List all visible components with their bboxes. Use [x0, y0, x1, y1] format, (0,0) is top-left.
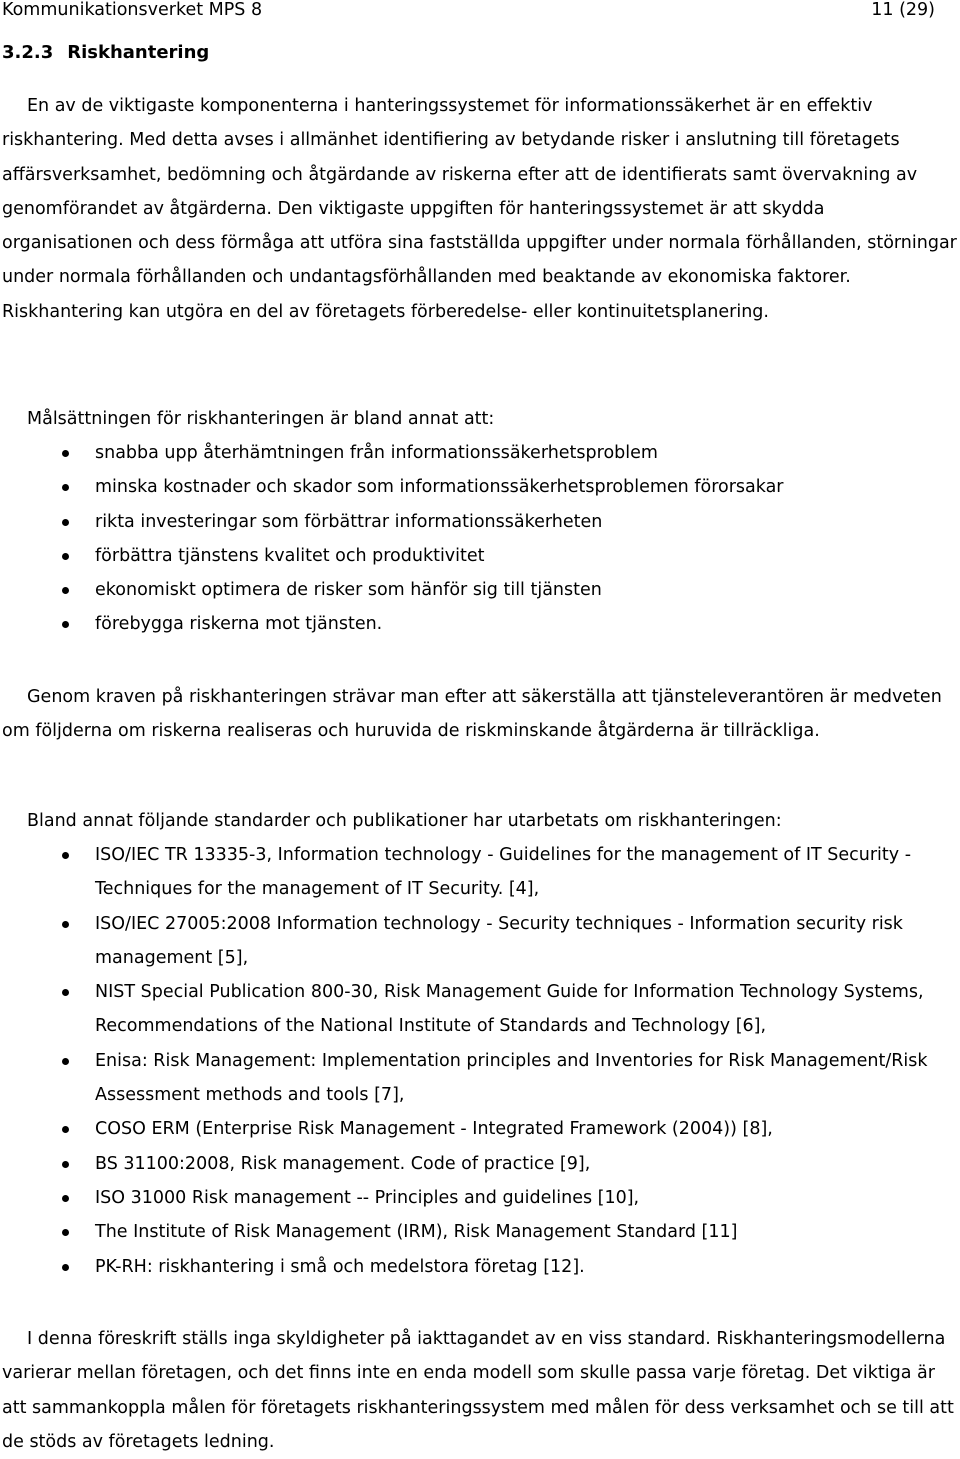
requirements-paragraph: Genom kraven på riskhanteringen strävar man efter att säkerställa att tjänsteleverantören är medveten om följderna om riskerna realiseras och huruvida de riskminskande åtgärderna är tillräckliga.	[2, 687, 942, 742]
bullet-icon	[62, 1058, 69, 1065]
bullet-icon	[62, 1264, 69, 1271]
bullet-icon	[62, 852, 69, 859]
bullet-icon	[62, 1161, 69, 1168]
page-number: 11 (29)	[871, 0, 935, 20]
bullet-icon	[62, 921, 69, 928]
bullet-icon	[62, 484, 69, 491]
list-item: Enisa: Risk Management: Implementation principles and Inventories for Risk Management/Risk Assessment methods and tools [7],	[0, 1044, 958, 1113]
intro-paragraph: En av de viktigaste komponenterna i hanteringssystemet för informationssäkerhet är en effektiv riskhantering. Med detta avses i allmänhet identifiering av betydande risker i anslutning till företagets affärsverksamhet, bedömning och åtgärdande av riskerna efter att de identifierats samt övervakning av genomförandet av åtgärderna. Den viktigaste uppgiften för hanteringssystemet är att skydda organisationen och dess förmåga att utföra sina fastställda uppgifter under normala förhållanden, störningar under normala förhållanden och undantagsförhållanden med beaktande av ekonomiska faktorer. Riskhantering kan utgöra en del av företagets förberedelse- eller kontinuitetsplanering.	[2, 96, 957, 322]
standards-lead: Bland annat följande standarder och publikationer har utarbetats om riskhanteringen:	[27, 811, 782, 831]
list-item: BS 31100:2008, Risk management. Code of practice [9],	[0, 1147, 958, 1181]
list-item: förbättra tjänstens kvalitet och produktivitet	[0, 539, 958, 573]
bullet-icon	[62, 1126, 69, 1133]
bullet-icon	[62, 450, 69, 457]
section-heading	[2, 41, 209, 65]
list-item: ISO/IEC 27005:2008 Information technology - Security techniques - Information security risk management [5],	[0, 907, 958, 976]
standards-list	[0, 838, 958, 1284]
list-item: minska kostnader och skador som informationssäkerhetsproblemen förorsakar	[0, 470, 958, 504]
goals-lead: Målsättningen för riskhanteringen är bland annat att:	[27, 409, 495, 429]
closing-paragraph: I denna föreskrift ställs inga skyldigheter på iakttagandet av en viss standard. Riskhanteringsmodellerna varierar mellan företagen, och det finns inte en enda modell som skulle passa varje företag. Det viktiga är att sammankoppla målen för företagets riskhanteringssystem med målen för dess verksamhet och se till att de stöds av företagets ledning.	[2, 1329, 954, 1452]
list-item: ISO 31000 Risk management -- Principles and guidelines [10],	[0, 1181, 958, 1215]
list-item: The Institute of Risk Management (IRM), Risk Management Standard [11]	[0, 1215, 958, 1249]
section-number: 3.2.3	[2, 42, 54, 63]
bullet-icon	[62, 587, 69, 594]
bullet-icon	[62, 989, 69, 996]
bullet-icon	[62, 553, 69, 560]
goals-list	[0, 436, 958, 642]
list-item: ISO/IEC TR 13335-3, Information technology - Guidelines for the management of IT Security - Techniques for the management of IT Security. [4],	[0, 838, 958, 907]
list-item: rikta investeringar som förbättrar informationssäkerheten	[0, 505, 958, 539]
list-item: COSO ERM (Enterprise Risk Management - Integrated Framework (2004)) [8],	[0, 1112, 958, 1146]
bullet-icon	[62, 1229, 69, 1236]
list-item: snabba upp återhämtningen från informationssäkerhetsproblem	[0, 436, 958, 470]
section-title: Riskhantering	[67, 42, 210, 63]
bullet-icon	[62, 1195, 69, 1202]
list-item: PK-RH: riskhantering i små och medelstora företag [12].	[0, 1250, 958, 1284]
list-item: ekonomiskt optimera de risker som hänför sig till tjänsten	[0, 573, 958, 607]
document-title: Kommunikationsverket MPS 8	[2, 0, 263, 20]
bullet-icon	[62, 519, 69, 526]
list-item: förebygga riskerna mot tjänsten.	[0, 607, 958, 641]
page-header	[0, 0, 940, 22]
list-item: NIST Special Publication 800-30, Risk Management Guide for Information Technology Systems, Recommendations of the National Institute of Standards and Technology [6],	[0, 975, 958, 1044]
bullet-icon	[62, 621, 69, 628]
